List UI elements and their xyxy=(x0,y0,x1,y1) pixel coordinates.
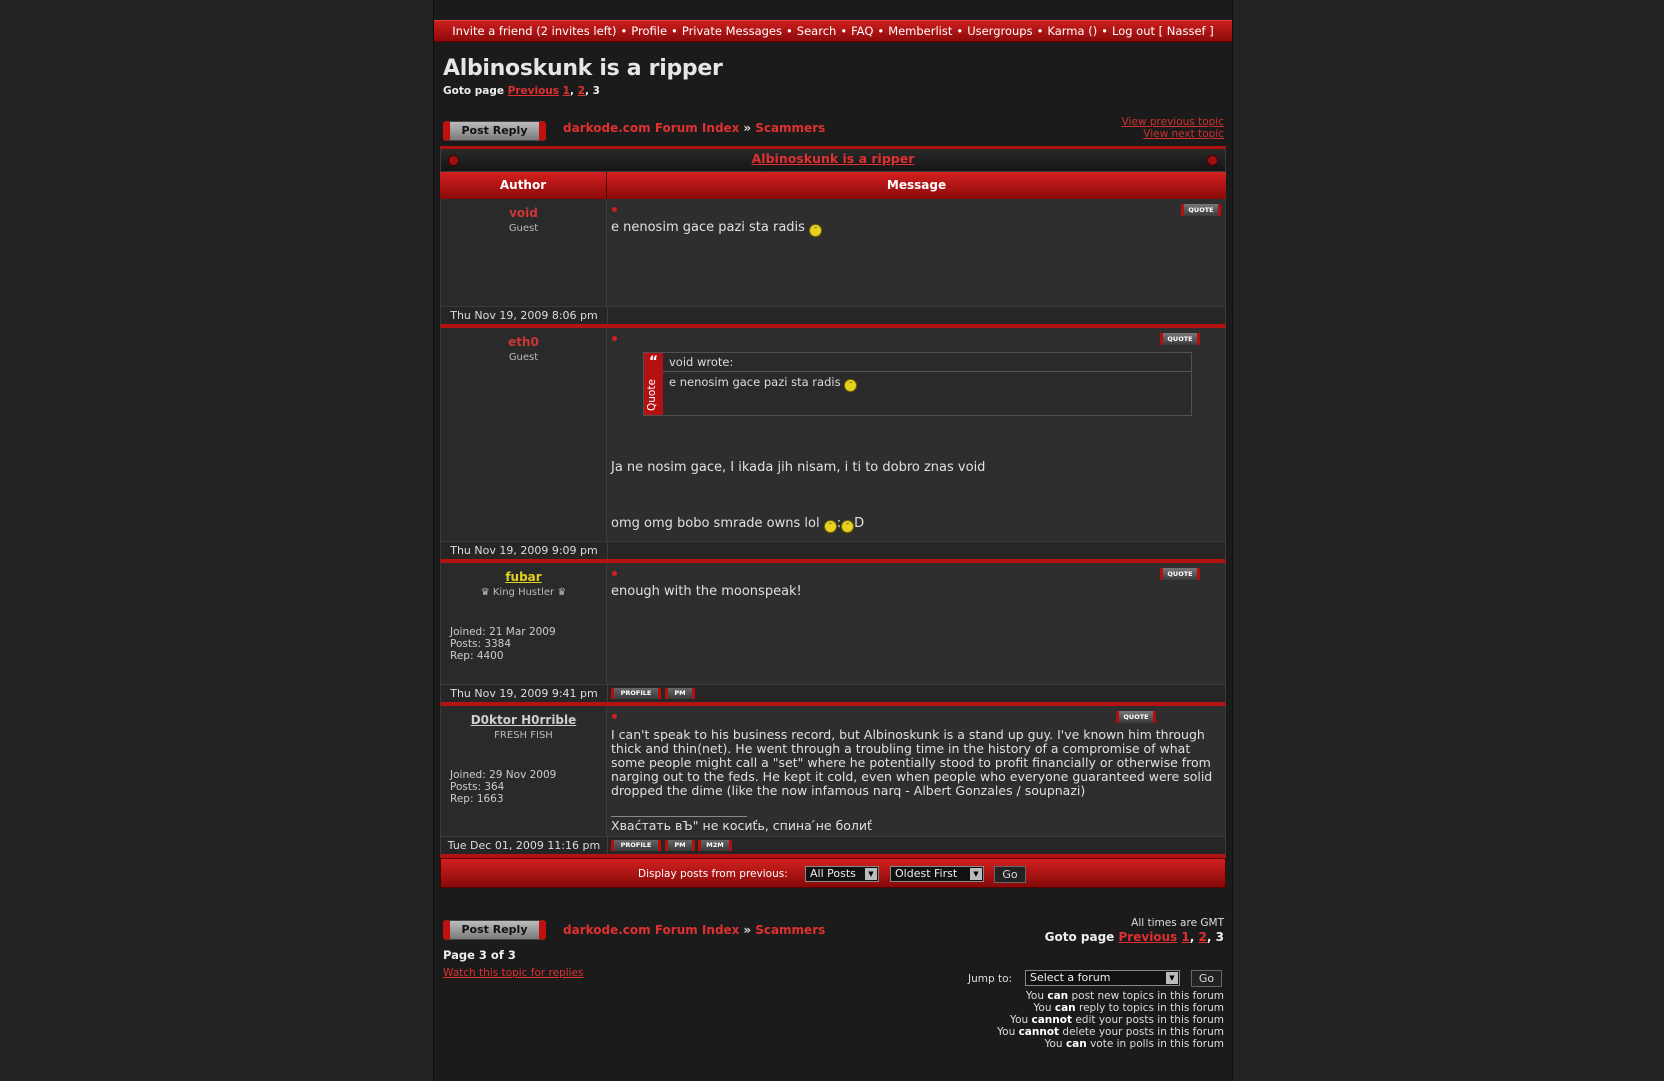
signature-text: Хваćтать вЪ" не косиťь, спина ́не болиť xyxy=(611,818,872,833)
quote-text: e nenosim gace pazi sta radis ˘ xyxy=(669,375,857,392)
view-next-topic-link[interactable]: View next topic xyxy=(1143,128,1224,140)
post-text-line: I can't speak to his business record, but Albinoskunk is a stand up guy. I've known him through xyxy=(611,727,1205,742)
top-nav xyxy=(434,20,1232,42)
profile-button[interactable]: PROFILE xyxy=(611,688,661,699)
permission-line: You cannot delete your posts in this forum xyxy=(997,1026,1224,1038)
goto-previous-link[interactable]: Previous xyxy=(507,85,560,97)
post-reply-button[interactable]: Post Reply xyxy=(443,121,546,141)
sort-order-select[interactable]: Oldest First ▼ xyxy=(890,866,984,882)
nav-separator: • xyxy=(840,24,848,38)
topic-navigation xyxy=(1122,116,1224,140)
quote-button[interactable]: QUOTE xyxy=(1160,333,1200,345)
pm-button[interactable]: PM xyxy=(665,688,695,699)
page-of-pages: Page 3 of 3 xyxy=(443,948,516,962)
quote-sidebar xyxy=(644,353,663,415)
post-footer xyxy=(440,541,1226,563)
goto-page-2-link[interactable]: 2 xyxy=(1198,930,1207,944)
post-icon xyxy=(612,207,617,212)
post-message-cell xyxy=(607,706,1225,836)
smile-icon: ˘ xyxy=(809,224,822,237)
post-row xyxy=(440,563,1226,684)
nav-separator: • xyxy=(1036,24,1044,38)
goto-page-1-link[interactable]: 1 xyxy=(562,85,570,97)
author-name-link[interactable]: D0ktor H0rrible xyxy=(470,713,577,727)
goto-previous-link[interactable]: Previous xyxy=(1118,930,1178,944)
smile-icon: ˘ xyxy=(824,520,837,533)
nav-pm-link[interactable]: Private Messages xyxy=(681,24,782,38)
quote-mark-icon: “ xyxy=(648,354,659,370)
goto-page-bottom: Goto page Previous 1, 2, 3 xyxy=(1044,930,1224,944)
post-row xyxy=(440,328,1226,541)
view-previous-topic-link[interactable]: View previous topic xyxy=(1121,116,1224,128)
topic-title-link[interactable]: Albinoskunk is a ripper xyxy=(751,151,915,166)
post-icon xyxy=(612,336,617,341)
post-author-cell xyxy=(441,706,607,836)
post-date: Thu Nov 19, 2009 9:09 pm xyxy=(441,542,608,559)
smile-icon: ˘ xyxy=(841,520,854,533)
breadcrumb-index-link[interactable]: darkode.com Forum Index xyxy=(563,121,740,135)
page-wrapper xyxy=(433,0,1233,1081)
author-rank: Guest xyxy=(508,352,539,363)
breadcrumb xyxy=(563,923,825,937)
post-footer-buttons xyxy=(608,542,1225,559)
author-rank: ♛ King Hustler ♛ xyxy=(480,587,567,598)
post-text-line: thick and thin(net). He went through a troubling time in the history of a compromise of what xyxy=(611,741,1191,756)
goto-label: Goto page xyxy=(443,85,504,97)
signature-divider xyxy=(611,816,747,817)
timezone-note: All times are GMT xyxy=(1131,917,1224,929)
post-text: Ja ne nosim gace, I ikada jih nisam, i ti to dobro znas void xyxy=(611,460,986,475)
jump-to-select[interactable]: Select a forum ▼ xyxy=(1025,970,1180,986)
nav-search-link[interactable]: Search xyxy=(796,24,837,38)
nav-karma-link[interactable]: Karma () xyxy=(1047,24,1098,38)
post-message-cell xyxy=(607,199,1225,306)
post-text-line: dropped the dime (like the now infamous narq - Albert Gonzales / soupnazi) xyxy=(611,783,1086,798)
post-text-line: some people might call a "set" where he potentially stood to profit financially or otherwise from xyxy=(611,755,1211,770)
post-author-cell xyxy=(441,199,607,306)
posts-table xyxy=(440,146,1226,888)
post-text: enough with the moonspeak! xyxy=(611,584,802,599)
breadcrumb-forum-link[interactable]: Scammers xyxy=(755,923,826,937)
quote-button[interactable]: QUOTE xyxy=(1181,204,1221,216)
nav-memberlist-link[interactable]: Memberlist xyxy=(888,24,953,38)
post-footer xyxy=(440,684,1226,706)
post-date: Tue Dec 01, 2009 11:16 pm xyxy=(441,837,608,854)
author-rank: Guest xyxy=(508,223,539,234)
nav-separator: • xyxy=(877,24,885,38)
page-title: Albinoskunk is a ripper xyxy=(443,56,723,81)
author-joined: Joined: 29 Nov 2009 xyxy=(450,769,557,781)
breadcrumb-index-link[interactable]: darkode.com Forum Index xyxy=(563,923,740,937)
column-header xyxy=(440,172,1226,199)
current-page: 3 xyxy=(1215,930,1224,944)
post-icon xyxy=(612,571,617,576)
post-author-cell xyxy=(441,328,607,541)
permissions-list xyxy=(997,990,1224,1050)
jump-go-button[interactable]: Go xyxy=(1191,970,1222,987)
display-label: Display posts from previous: xyxy=(638,868,788,880)
nav-separator: • xyxy=(671,24,678,38)
posts-period-select[interactable]: All Posts ▼ xyxy=(805,866,879,882)
author-stats xyxy=(450,769,556,805)
post-footer-buttons xyxy=(608,307,1225,324)
post-row xyxy=(440,706,1226,836)
post-footer-buttons xyxy=(608,837,1225,854)
author-column-header: Author xyxy=(440,172,607,199)
quote-author: void wrote: xyxy=(663,353,1191,372)
nav-separator: • xyxy=(1101,24,1108,38)
jump-to-label: Jump to: xyxy=(968,973,1013,985)
header-right-dot-icon xyxy=(1207,155,1218,166)
message-column-header: Message xyxy=(886,178,947,192)
author-stats xyxy=(450,626,556,662)
nav-invite-link[interactable]: Invite a friend (2 invites left) xyxy=(452,24,617,38)
post-author-cell xyxy=(441,563,607,684)
author-name-link[interactable]: fubar xyxy=(505,570,542,584)
post-date: Thu Nov 19, 2009 9:41 pm xyxy=(441,685,608,702)
current-page: 3 xyxy=(592,85,600,97)
pm-button[interactable]: PM xyxy=(665,840,695,851)
breadcrumb-arrow: » xyxy=(743,923,752,937)
author-name-link[interactable]: void xyxy=(509,206,538,220)
author-posts: Posts: 364 xyxy=(450,781,505,793)
post-footer xyxy=(440,306,1226,328)
author-joined: Joined: 21 Mar 2009 xyxy=(450,626,556,638)
m2m-button[interactable]: M2M xyxy=(698,840,732,851)
chevron-down-icon: ▼ xyxy=(970,868,982,880)
post-text xyxy=(611,728,1212,798)
post-text: omg omg bobo smrade owns lol ˘ : ˘ D xyxy=(611,516,865,531)
topic-header xyxy=(440,146,1226,172)
author-posts: Posts: 3384 xyxy=(450,638,512,650)
breadcrumb-forum-link[interactable]: Scammers xyxy=(755,121,826,135)
author-rep: Rep: 1663 xyxy=(450,793,504,805)
author-rep: Rep: 4400 xyxy=(450,650,504,662)
breadcrumb xyxy=(563,121,825,135)
post-reply-button[interactable]: Post Reply xyxy=(443,920,546,940)
permission-line: You can post new topics in this forum xyxy=(1025,990,1224,1002)
goto-page-2-link[interactable]: 2 xyxy=(577,85,585,97)
goto-page-top: Goto page Previous 1, 2, 3 xyxy=(443,85,600,97)
quote-box xyxy=(643,352,1192,416)
display-go-button[interactable]: Go xyxy=(994,866,1026,883)
goto-page-1-link[interactable]: 1 xyxy=(1181,930,1190,944)
quote-button[interactable]: QUOTE xyxy=(1160,568,1200,580)
post-icon xyxy=(612,714,617,719)
smile-icon: ˘ xyxy=(844,379,857,392)
permission-line: You cannot edit your posts in this forum xyxy=(1010,1014,1224,1026)
chevron-down-icon: ▼ xyxy=(865,868,877,880)
post-text: e nenosim gace pazi sta radis ˘ xyxy=(611,221,822,237)
author-rank: FRESH FISH xyxy=(494,730,553,741)
nav-separator: • xyxy=(620,24,628,38)
nav-logout-link[interactable]: Log out [ Nassef ] xyxy=(1111,24,1214,38)
post-message-cell xyxy=(607,328,1225,541)
nav-separator: • xyxy=(956,24,964,38)
quote-label: Quote xyxy=(646,379,658,411)
header-left-dot-icon xyxy=(448,155,459,166)
permission-line: You can reply to topics in this forum xyxy=(1033,1002,1224,1014)
profile-button[interactable]: PROFILE xyxy=(611,840,661,851)
nav-usergroups-link[interactable]: Usergroups xyxy=(967,24,1033,38)
post-footer-buttons xyxy=(608,685,1225,702)
post-message-cell xyxy=(607,563,1225,684)
post-text-line: narging out to the feds. He kept it cold, even when people who everyone guaranteed were solid xyxy=(611,769,1213,784)
chevron-down-icon: ▼ xyxy=(1166,972,1178,984)
post-row xyxy=(440,199,1226,306)
nav-separator: • xyxy=(786,24,793,38)
quote-button[interactable]: QUOTE xyxy=(1116,711,1156,723)
nav-profile-link[interactable]: Profile xyxy=(631,24,668,38)
permission-line: You can vote in polls in this forum xyxy=(1044,1038,1224,1050)
goto-label: Goto page xyxy=(1044,930,1115,944)
nav-faq-link[interactable]: FAQ xyxy=(851,24,874,38)
breadcrumb-arrow: » xyxy=(743,121,752,135)
watch-topic-link[interactable]: Watch this topic for replies xyxy=(443,967,584,979)
post-footer xyxy=(440,836,1226,858)
post-date: Thu Nov 19, 2009 8:06 pm xyxy=(441,307,608,324)
author-name-link[interactable]: eth0 xyxy=(508,335,539,349)
display-options-bar xyxy=(440,858,1226,888)
